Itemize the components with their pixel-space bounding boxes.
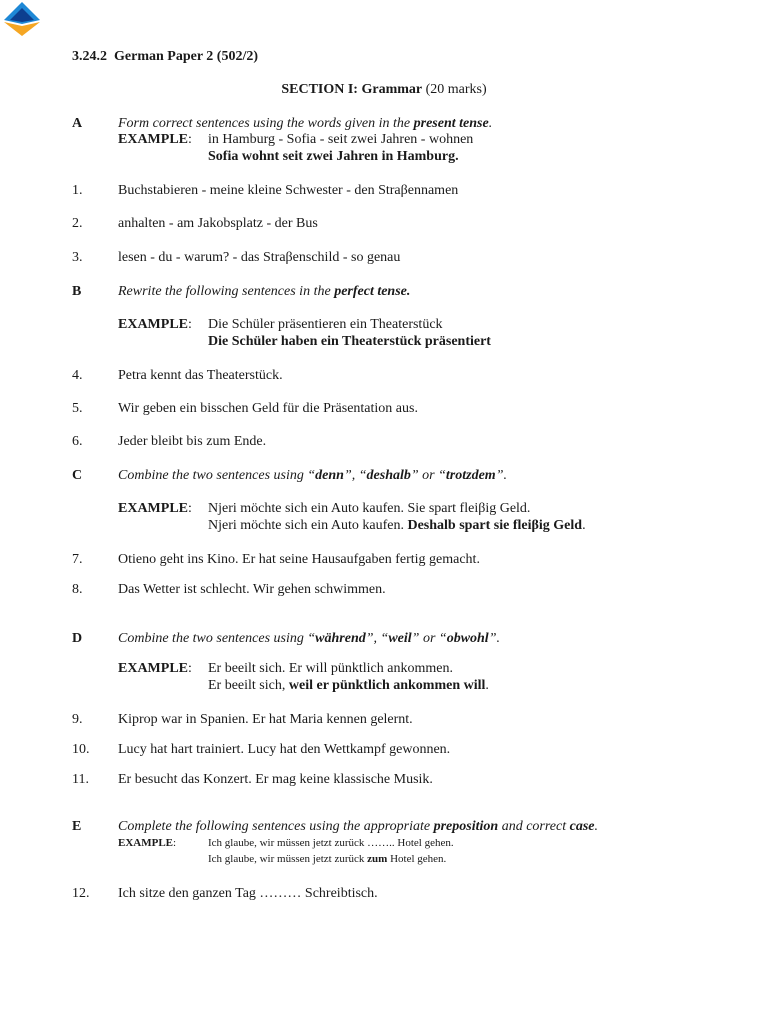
item-number: 3. <box>72 250 83 265</box>
item-number: 10. <box>72 742 90 757</box>
section-letter-a: A <box>72 116 83 131</box>
example-b-line2: Die Schüler haben ein Theaterstück präsentiert <box>208 334 491 349</box>
example-label-a: EXAMPLE: <box>118 132 192 147</box>
instruction-e: Complete the following sentences using the appropriate preposition and correct case. <box>118 819 598 834</box>
item-number: 5. <box>72 401 83 416</box>
item-text: Jeder bleibt bis zum Ende. <box>118 434 267 449</box>
example-label-e: EXAMPLE: <box>118 837 177 849</box>
item-number: 9. <box>72 712 83 727</box>
item-text: Petra kennt das Theaterstück. <box>118 368 283 383</box>
section-letter-b: B <box>72 284 82 299</box>
example-c-line2: Njeri möchte sich ein Auto kaufen. Deshalb spart sie fleiβig Geld. <box>208 518 586 533</box>
item-text: anhalten - am Jakobsplatz - der Bus <box>118 216 318 231</box>
item-text: Lucy hat hart trainiert. Lucy hat den Wettkampf gewonnen. <box>118 742 451 757</box>
example-c-line1: Njeri möchte sich ein Auto kaufen. Sie spart fleiβig Geld. <box>208 501 531 516</box>
example-d-line1: Er beeilt sich. Er will pünktlich ankommen. <box>208 661 453 676</box>
example-e-line2: Ich glaube, wir müssen jetzt zurück zum Hotel gehen. <box>208 853 447 865</box>
item-number: 2. <box>72 216 83 231</box>
item-text: Ich sitze den ganzen Tag ……… Schreibtisch. <box>118 886 378 901</box>
paper-number: 3.24.2 <box>72 49 107 64</box>
item-text: Wir geben ein bisschen Geld für die Präsentation aus. <box>118 401 418 416</box>
item-number: 6. <box>72 434 83 449</box>
instruction-a: Form correct sentences using the words given in the present tense. <box>118 116 493 131</box>
item-text: lesen - du - warum? - das Straβenschild - so genau <box>118 250 401 265</box>
section-letter-c: C <box>72 468 83 483</box>
item-number: 11. <box>72 772 89 787</box>
paper-heading <box>72 48 258 65</box>
instruction-c: Combine the two sentences using “denn”, “deshalb” or “trotzdem”. <box>118 468 507 483</box>
example-b-line1: Die Schüler präsentieren ein Theaterstück <box>208 317 443 332</box>
section-letter-d: D <box>72 631 83 646</box>
item-text: Das Wetter ist schlecht. Wir gehen schwimmen. <box>118 582 386 597</box>
instruction-d: Combine the two sentences using “während”, “weil” or “obwohl”. <box>118 631 500 646</box>
example-label-c: EXAMPLE: <box>118 501 192 516</box>
section-letter-e: E <box>72 819 82 834</box>
item-number: 12. <box>72 886 90 901</box>
item-text: Er besucht das Konzert. Er mag keine klassische Musik. <box>118 772 433 787</box>
kenya-certification-logo-icon <box>0 0 44 38</box>
example-label-b: EXAMPLE: <box>118 317 192 332</box>
item-text: Kiprop war in Spanien. Er hat Maria kennen gelernt. <box>118 712 413 727</box>
section-title: SECTION I: Grammar (20 marks) <box>281 82 487 97</box>
item-number: 7. <box>72 552 83 567</box>
instruction-b: Rewrite the following sentences in the perfect tense. <box>118 284 411 299</box>
example-e-line1: Ich glaube, wir müssen jetzt zurück …….. Hotel gehen. <box>208 837 454 849</box>
item-number: 1. <box>72 183 83 198</box>
item-text: Buchstabieren - meine kleine Schwester - den Straβennamen <box>118 183 459 198</box>
example-a-line1: in Hamburg - Sofia - seit zwei Jahren - wohnen <box>208 132 474 147</box>
item-number: 4. <box>72 368 83 383</box>
item-number: 8. <box>72 582 83 597</box>
item-text: Otieno geht ins Kino. Er hat seine Hausaufgaben fertig gemacht. <box>118 552 480 567</box>
example-d-line2: Er beeilt sich, weil er pünktlich ankommen will. <box>208 678 489 693</box>
example-label-d: EXAMPLE: <box>118 661 192 676</box>
paper-title: German Paper 2 (502/2) <box>114 49 258 64</box>
example-a-line2: Sofia wohnt seit zwei Jahren in Hamburg. <box>208 149 459 164</box>
